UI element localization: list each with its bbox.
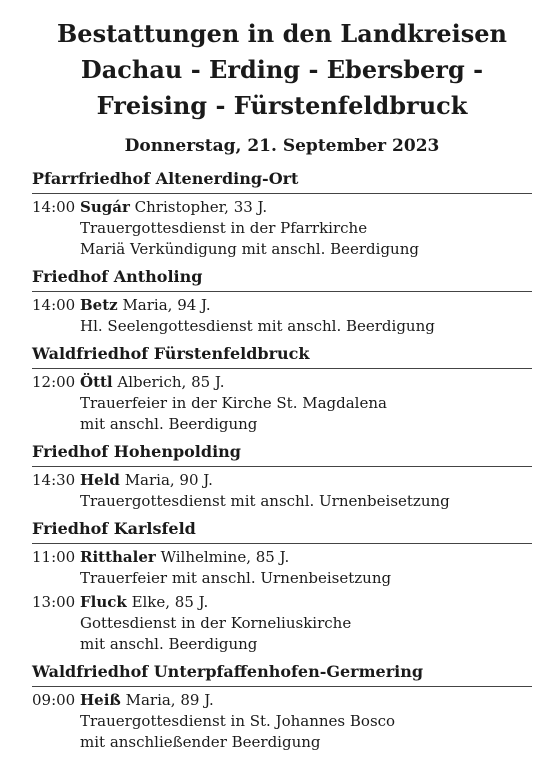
deceased-surname: Fluck <box>80 593 127 611</box>
service-line: mit anschl. Beerdigung <box>80 415 258 433</box>
cemetery-section <box>32 661 532 753</box>
section-divider <box>32 193 532 194</box>
deceased-surname: Öttl <box>80 373 113 391</box>
funeral-entry <box>32 197 532 260</box>
funeral-entry <box>32 592 532 655</box>
entry-time: 14:00 <box>32 296 76 314</box>
service-line: Trauerfeier mit anschl. Urnenbeisetzung <box>80 569 392 587</box>
deceased-details: Maria, 89 J. <box>125 691 214 709</box>
entry-time: 12:00 <box>32 373 76 391</box>
page-title <box>32 0 532 124</box>
entry-head <box>32 372 532 393</box>
funeral-entry <box>32 547 532 589</box>
cemetery-section <box>32 266 532 337</box>
deceased-details: Christopher, 33 J. <box>134 198 268 216</box>
entry-head <box>32 470 532 491</box>
cemetery-section <box>32 441 532 512</box>
cemetery-section <box>32 343 532 435</box>
deceased-details: Wilhelmine, 85 J. <box>160 548 290 566</box>
service-line: Trauergottesdienst mit anschl. Urnenbeisetzung <box>80 492 450 510</box>
cemetery-section <box>32 168 532 260</box>
section-divider <box>32 466 532 467</box>
service-line: mit anschl. Beerdigung <box>80 635 258 653</box>
deceased-details: Maria, 94 J. <box>122 296 211 314</box>
entry-head <box>32 690 532 711</box>
section-divider <box>32 368 532 369</box>
entry-time: 14:30 <box>32 471 76 489</box>
service-line: mit anschließender Beerdigung <box>80 733 321 751</box>
service-line: Trauerfeier in der Kirche St. Magdalena <box>80 394 387 412</box>
deceased-surname: Ritthaler <box>80 548 156 566</box>
date-heading: Donnerstag, 21. September 2023 <box>124 136 440 156</box>
cemetery-section <box>32 518 532 655</box>
entry-head <box>32 592 532 613</box>
deceased-surname: Heiß <box>80 691 121 709</box>
deceased-surname: Held <box>80 471 120 489</box>
title-line: Freising - Fürstenfeldbruck <box>96 91 468 120</box>
section-divider <box>32 543 532 544</box>
funeral-entry <box>32 372 532 435</box>
entry-time: 11:00 <box>32 548 76 566</box>
deceased-surname: Betz <box>80 296 118 314</box>
section-divider <box>32 686 532 687</box>
entry-time: 13:00 <box>32 593 76 611</box>
title-line: Bestattungen in den Landkreisen <box>57 19 507 48</box>
entry-time: 14:00 <box>32 198 76 216</box>
deceased-details: Elke, 85 J. <box>131 593 209 611</box>
title-line: Dachau - Erding - Ebersberg - <box>80 55 484 84</box>
service-line: Gottesdienst in der Korneliuskirche <box>80 614 352 632</box>
funeral-entry <box>32 470 532 512</box>
service-line: Trauergottesdienst in der Pfarrkirche <box>80 219 368 237</box>
funeral-entry <box>32 295 532 337</box>
deceased-surname: Sugár <box>80 198 130 216</box>
funeral-list <box>32 168 532 753</box>
cemetery-name: Waldfriedhof Unterpfaffenhofen-Germering <box>32 662 424 681</box>
cemetery-name: Friedhof Hohenpolding <box>32 442 241 461</box>
service-line: Hl. Seelengottesdienst mit anschl. Beerdigung <box>80 317 435 335</box>
deceased-details: Maria, 90 J. <box>124 471 213 489</box>
entry-head <box>32 547 532 568</box>
entry-head <box>32 197 532 218</box>
entry-head <box>32 295 532 316</box>
cemetery-name: Friedhof Karlsfeld <box>32 519 196 538</box>
funeral-entry <box>32 690 532 753</box>
cemetery-name: Friedhof Antholing <box>32 267 203 286</box>
section-divider <box>32 291 532 292</box>
deceased-details: Alberich, 85 J. <box>117 373 225 391</box>
cemetery-name: Waldfriedhof Fürstenfeldbruck <box>32 344 310 363</box>
service-line: Trauergottesdienst in St. Johannes Bosco <box>80 712 396 730</box>
service-line: Mariä Verkündigung mit anschl. Beerdigung <box>80 240 419 258</box>
entry-time: 09:00 <box>32 691 76 709</box>
cemetery-name: Pfarrfriedhof Altenerding-Ort <box>32 169 299 188</box>
